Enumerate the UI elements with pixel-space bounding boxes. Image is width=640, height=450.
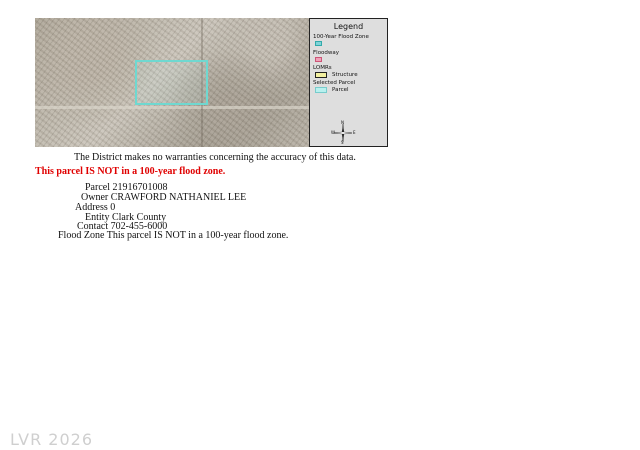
legend-label-selected-parcel: Selected Parcel (313, 80, 356, 86)
parcel-number: Parcel 21916701008 (85, 182, 168, 193)
legend-label-flood-zone: 100-Year Flood Zone (313, 34, 369, 40)
parcel-flood-zone: Flood Zone This parcel IS NOT in a 100-year flood zone. (58, 230, 289, 241)
aerial-map (35, 18, 309, 147)
watermark: LVR 2026 (10, 430, 94, 449)
structure-swatch (315, 72, 327, 78)
disclaimer-text: The District makes no warranties concerning the accuracy of this data. (74, 152, 356, 163)
flood-zone-swatch (315, 41, 322, 46)
map-legend (309, 18, 388, 147)
parcel-entity: Entity Clark County (85, 212, 167, 223)
parcel-owner: Owner CRAWFORD NATHANIEL LEE (81, 192, 247, 203)
parcel-contact: Contact 702-455-6000 (77, 221, 168, 232)
legend-title: Legend (333, 22, 364, 31)
legend-label-parcel: Parcel (332, 87, 349, 93)
map-road (35, 106, 309, 109)
compass-west: W (331, 130, 335, 135)
selected-parcel-outline (135, 60, 208, 105)
parcel-address: Address 0 (75, 202, 116, 213)
parcel-swatch (315, 87, 327, 93)
compass-east: E (353, 130, 356, 135)
legend-label-structure: Structure (332, 72, 358, 78)
legend-label-lomrs: LOMRs (313, 65, 332, 71)
flood-status-warning: This parcel IS NOT in a 100-year flood zone. (35, 166, 226, 177)
compass-north: N (341, 120, 344, 125)
compass-south: S (341, 140, 344, 145)
floodway-swatch (315, 57, 322, 62)
legend-label-floodway: Floodway (313, 50, 340, 56)
